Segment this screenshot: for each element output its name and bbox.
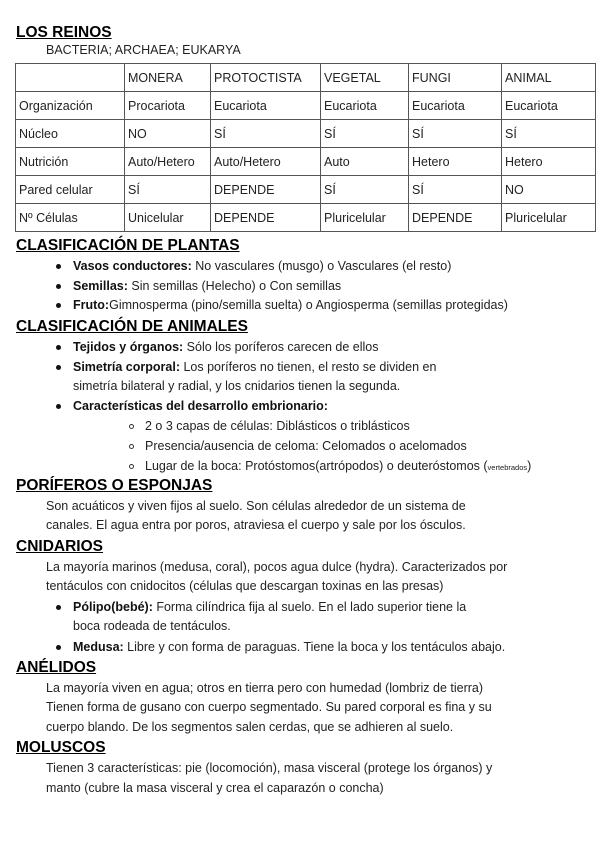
table-cell: DEPENDE	[211, 176, 321, 204]
table-header-cell	[16, 64, 125, 92]
animales-heading: CLASIFICACIÓN DE ANIMALES	[16, 318, 248, 335]
table-cell: Nutrición	[16, 148, 125, 176]
reinos-table	[15, 63, 596, 232]
list-item: Simetría corporal: Los poríferos no tienen, el resto se dividen en	[73, 360, 437, 374]
table-cell: SÍ	[409, 176, 502, 204]
plantas-heading: CLASIFICACIÓN DE PLANTAS	[16, 237, 240, 254]
table-row	[16, 204, 596, 232]
table-cell: Pluricelular	[502, 204, 596, 232]
list-item: Medusa: Libre y con forma de paraguas. Tiene la boca y los tentáculos abajo.	[73, 640, 506, 654]
table-cell: Pluricelular	[321, 204, 409, 232]
table-cell: DEPENDE	[409, 204, 502, 232]
table-cell: Eucariota	[409, 92, 502, 120]
table-cell: SÍ	[321, 120, 409, 148]
list-item-continuation: simetría bilateral y radial, y los cnidarios tienen la segunda.	[73, 379, 401, 393]
table-cell: SÍ	[211, 120, 321, 148]
bullet-icon	[56, 264, 61, 269]
bullet-icon	[56, 303, 61, 308]
table-cell: Organización	[16, 92, 125, 120]
bullet-icon	[56, 645, 61, 650]
paragraph-line: Tienen 3 características: pie (locomoción), masa visceral (protege los órganos) y	[46, 761, 493, 775]
cnidarios-heading: CNIDARIOS	[16, 538, 103, 555]
table-cell: Hetero	[502, 148, 596, 176]
paragraph-line: cuerpo blando. De los segmentos salen cerdas, que se adhieren al suelo.	[46, 720, 454, 734]
sub-list-item: 2 o 3 capas de células: Diblásticos o triblásticos	[145, 419, 410, 433]
table-cell: NO	[125, 120, 211, 148]
table-header-cell: MONERA	[125, 64, 211, 92]
table-header-row	[16, 64, 596, 92]
list-item: Semillas: Sin semillas (Helecho) o Con semillas	[73, 279, 342, 293]
paragraph-line: manto (cubre la masa visceral y crea el caparazón o concha)	[46, 781, 384, 795]
table-cell: SÍ	[125, 176, 211, 204]
list-item: Tejidos y órganos: Sólo los poríferos carecen de ellos	[73, 340, 379, 354]
list-item: Características del desarrollo embrionario:	[73, 399, 328, 413]
table-cell: Eucariota	[321, 92, 409, 120]
bullet-icon	[56, 345, 61, 350]
table-cell: Procariota	[125, 92, 211, 120]
list-item: Vasos conductores: No vasculares (musgo) o Vasculares (el resto)	[73, 259, 452, 273]
bullet-icon	[56, 404, 61, 409]
list-item-continuation: boca rodeada de tentáculos.	[73, 619, 231, 633]
table-cell: Nº Células	[16, 204, 125, 232]
table-cell: Eucariota	[502, 92, 596, 120]
paragraph-line: La mayoría viven en agua; otros en tierra pero con humedad (lombriz de tierra)	[46, 681, 484, 695]
table-header-cell: PROTOCTISTA	[211, 64, 321, 92]
table-cell: SÍ	[409, 120, 502, 148]
table-row	[16, 148, 596, 176]
paragraph-line: Tienen forma de gusano con cuerpo segmentado. Su pared corporal es fina y su	[46, 700, 492, 714]
circle-bullet-icon	[129, 424, 134, 429]
table-row	[16, 120, 596, 148]
sub-list-item: Lugar de la boca: Protóstomos(artrópodos) o deuteróstomos (vertebrados)	[145, 459, 532, 473]
table-row	[16, 92, 596, 120]
circle-bullet-icon	[129, 464, 134, 469]
list-item: Pólipo(bebé): Forma cilíndrica fija al suelo. En el lado superior tiene la	[73, 600, 467, 614]
reinos-heading: LOS REINOS	[16, 24, 112, 41]
circle-bullet-icon	[129, 444, 134, 449]
table-cell: Núcleo	[16, 120, 125, 148]
moluscos-heading: MOLUSCOS	[16, 739, 106, 756]
paragraph-line: Son acuáticos y viven fijos al suelo. Son células alrededor de un sistema de	[46, 499, 466, 513]
sub-list-item: Presencia/ausencia de celoma: Celomados o acelomados	[145, 439, 467, 453]
table-cell: NO	[502, 176, 596, 204]
table-cell: Auto	[321, 148, 409, 176]
table-header-cell: ANIMAL	[502, 64, 596, 92]
table-cell: Eucariota	[211, 92, 321, 120]
reinos-subtitle: BACTERIA; ARCHAEA; EUKARYA	[46, 43, 241, 57]
bullet-icon	[56, 605, 61, 610]
table-cell: DEPENDE	[211, 204, 321, 232]
poriferos-heading: PORÍFEROS O ESPONJAS	[16, 477, 213, 494]
paragraph-line: tentáculos con cnidocitos (células que descargan toxinas en las presas)	[46, 579, 444, 593]
anelidos-heading: ANÉLIDOS	[16, 659, 97, 676]
bullet-icon	[56, 284, 61, 289]
table-cell: Auto/Hetero	[125, 148, 211, 176]
paragraph-line: canales. El agua entra por poros, atraviesa el cuerpo y sale por los ósculos.	[46, 518, 466, 532]
table-cell: Pared celular	[16, 176, 125, 204]
paragraph-line: La mayoría marinos (medusa, coral), pocos agua dulce (hydra). Caracterizados por	[46, 560, 508, 574]
list-item: Fruto:Gimnosperma (pino/semilla suelta) o Angiosperma (semillas protegidas)	[73, 298, 508, 312]
table-header-cell: FUNGI	[409, 64, 502, 92]
bullet-icon	[56, 365, 61, 370]
table-cell: SÍ	[502, 120, 596, 148]
table-cell: Auto/Hetero	[211, 148, 321, 176]
table-cell: Unicelular	[125, 204, 211, 232]
table-header-cell: VEGETAL	[321, 64, 409, 92]
table-row	[16, 176, 596, 204]
table-cell: SÍ	[321, 176, 409, 204]
table-cell: Hetero	[409, 148, 502, 176]
